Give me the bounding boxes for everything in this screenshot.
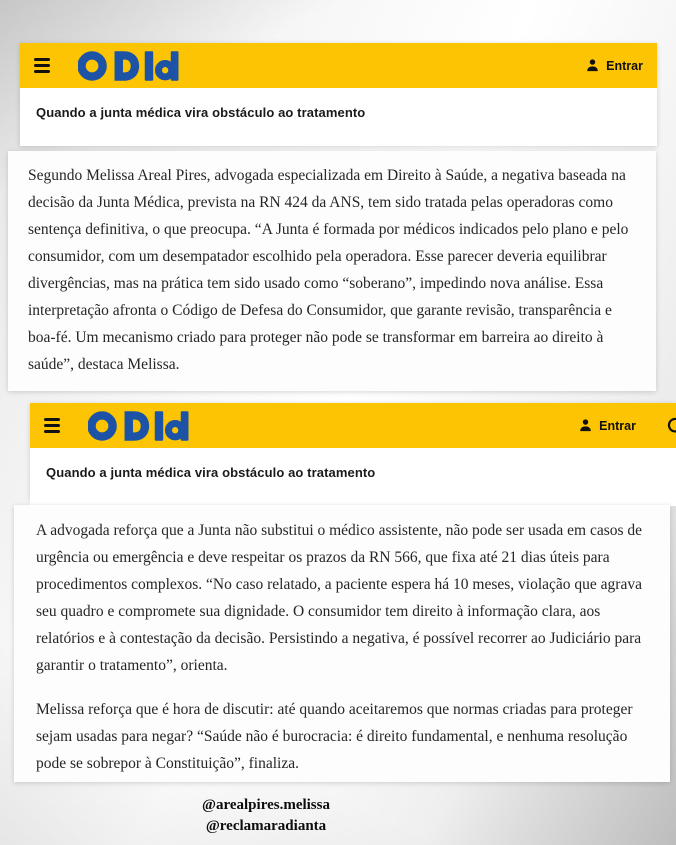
hamburger-icon[interactable] [34,58,50,72]
news-screenshot-1-header-card [20,43,657,146]
login-label: Entrar [599,418,636,433]
social-handles [0,795,532,837]
login-button[interactable] [585,58,643,73]
paragraph: A advogada reforça que a Junta não substitui o médico assistente, não pode ser usada em casos de urgência ou emergência e deve respeitar os prazos da RN 566, que fixa até 21 dias úteis para procedimentos complexos. “No caso relatado, a paciente espera há 10 meses, violação que agrava seu quadro e compromete sua dignidade. O consumidor tem direito à informação clara, aos relatórios e à contestação da decisão. Persistindo a negativa, é possível recorrer ao Judiciário para garantir o tratamento”, orienta. [36,522,643,674]
odia-logo[interactable] [78,51,182,81]
article-title-bar [20,88,657,146]
article-body-2 [14,505,670,782]
article-title-bar [30,448,676,506]
site-topbar [20,43,657,88]
instagram-handle: @arealpires.melissa [202,797,330,813]
login-label: Entrar [606,58,643,73]
search-icon[interactable] [666,416,676,436]
news-screenshot-2-header-card [30,403,676,500]
article-title: Quando a junta médica vira obstáculo ao tratamento [36,105,366,120]
person-icon [578,418,593,433]
instagram-handle: @reclamaradianta [205,818,327,834]
person-icon [585,58,600,73]
odia-logo[interactable] [88,411,192,441]
site-topbar [30,403,676,448]
paragraph: Segundo Melissa Areal Pires, advogada especializada em Direito à Saúde, a negativa baseada na decisão da Junta Médica, prevista na RN 424 da ANS, tem sido tratada pelas operadoras como sentença definitiva, o que preocupa. “A Junta é formada por médicos indicados pelo plano e pelo consumidor, com um desempatador escolhido pela operadora. Esse parecer deveria equilibrar divergências, mas na prática tem sido usado como “soberano”, impedindo nova análise. Essa interpretação afronta o Código de Defesa do Consumidor, que garante revisão, transparência e boa-fé. Um mecanismo criado para proteger não pode se transformar em barreira ao direito à saúde”, destaca Melissa. [28,167,629,373]
paragraph: Melissa reforça que é hora de discutir: até quando aceitaremos que normas criadas para proteger sejam usadas para negar? “Saúde não é burocracia: é direito fundamental, e nenhuma resolução pode se sobrepor à Constituição”, finaliza. [36,701,633,772]
hamburger-icon[interactable] [44,418,60,432]
article-title: Quando a junta médica vira obstáculo ao tratamento [46,465,376,480]
login-button[interactable] [578,418,636,433]
article-body-1 [8,151,656,391]
